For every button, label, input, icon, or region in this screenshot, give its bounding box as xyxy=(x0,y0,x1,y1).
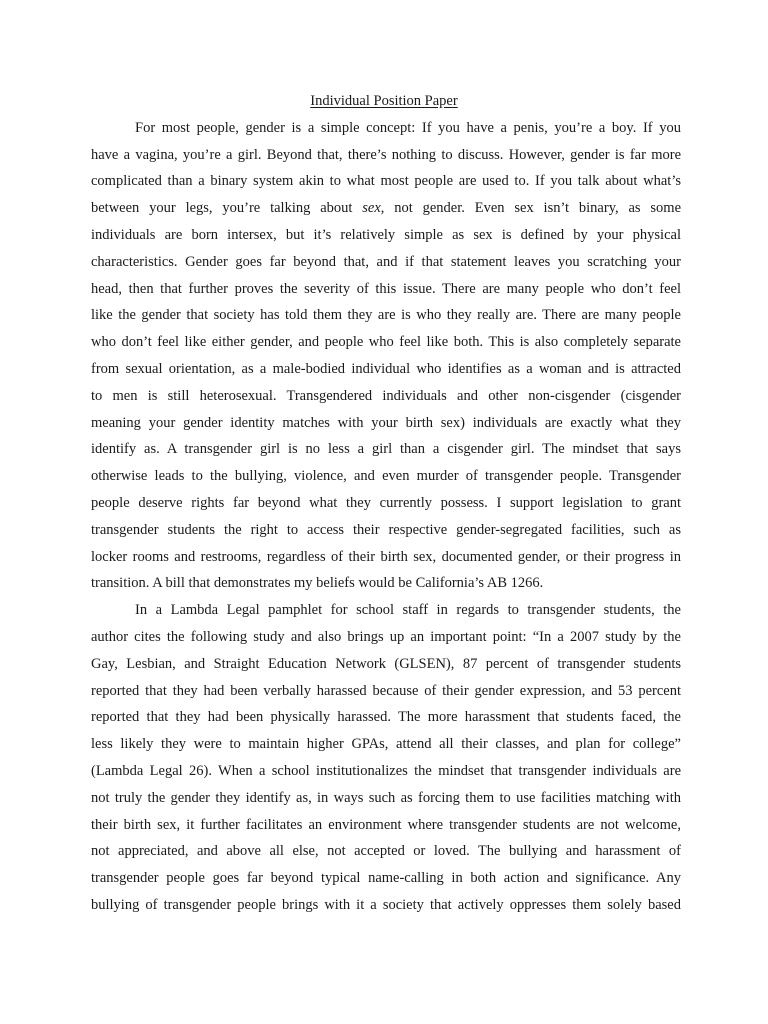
paragraph-1-line-3: complicated than a binary system akin to what most people are used to. If you talk about what’s xyxy=(91,173,681,189)
paragraph-2-line-11: transgender people goes far beyond typical name-calling in both action and significance. Any xyxy=(91,870,681,886)
paragraph-1-line-5: individuals are born intersex, but it’s relatively simple as sex is defined by your physical xyxy=(91,227,681,243)
paragraph-2-line-3: Gay, Lesbian, and Straight Education Network (GLSEN), 87 percent of transgender students xyxy=(91,656,681,672)
paragraph-1-line-4-end: not gender. Even sex isn’t binary, as some xyxy=(384,200,682,216)
paragraph-2-line-2: author cites the following study and also brings up an important point: “In a 2007 study by the xyxy=(91,629,681,645)
paragraph-1-line-13: identify as. A transgender girl is no less a girl than a cisgender girl. The mindset that says xyxy=(91,441,681,457)
paragraph-1-line-1: For most people, gender is a simple concept: If you have a penis, you’re a boy. If you xyxy=(135,120,681,136)
paragraph-1-line-4 xyxy=(91,198,681,218)
paragraph-1-line-16: transgender students the right to access their respective gender-segregated facilities, such as xyxy=(91,522,681,538)
paragraph-1-line-10: from sexual orientation, as a male-bodied individual who identifies as a woman and is attracted xyxy=(91,361,681,377)
paragraph-2-line-12: bullying of transgender people brings with it a society that actively oppresses them solely based xyxy=(91,897,681,913)
paragraph-1-line-8: like the gender that society has told them they are is who they really are. There are many people xyxy=(91,307,681,323)
paragraph-2-line-10: not appreciated, and above all else, not accepted or loved. The bullying and harassment of xyxy=(91,843,681,859)
paragraph-1-line-12: meaning your gender identity matches with your birth sex) individuals are exactly what they xyxy=(91,415,681,431)
paragraph-1-line-18: transition. A bill that demonstrates my beliefs would be California’s AB 1266. xyxy=(91,575,544,591)
paragraph-2-line-7: (Lambda Legal 26). When a school institutionalizes the mindset that transgender individuals are xyxy=(91,763,681,779)
paragraph-1-line-4-start: between your legs, you’re talking about xyxy=(91,200,363,216)
paragraph-1-line-11: to men is still heterosexual. Transgendered individuals and other non-cisgender (cisgender xyxy=(91,388,681,404)
paragraph-1-line-15: people deserve rights far beyond what they currently possess. I support legislation to grant xyxy=(91,495,681,511)
paragraph-1-line-17: locker rooms and restrooms, regardless of their birth sex, documented gender, or their progress in xyxy=(91,549,681,565)
document-title: Individual Position Paper xyxy=(310,93,458,109)
paragraph-2-line-1: In a Lambda Legal pamphlet for school staff in regards to transgender students, the xyxy=(135,602,681,618)
paragraph-1-line-2: have a vagina, you’re a girl. Beyond that, there’s nothing to discuss. However, gender is far more xyxy=(91,147,681,163)
paragraph-1-line-6: characteristics. Gender goes far beyond that, and if that statement leaves you scratching your xyxy=(91,254,681,270)
paragraph-1-line-9: who don’t feel like either gender, and people who feel like both. This is also completely separate xyxy=(91,334,681,350)
paragraph-2-line-8: not truly the gender they identify as, in ways such as forcing them to use facilities matching with xyxy=(91,790,681,806)
paragraph-1-line-14: otherwise leads to the bullying, violence, and even murder of transgender people. Transgender xyxy=(91,468,681,484)
paragraph-1-line-7: head, then that further proves the severity of this issue. There are many people who don’t feel xyxy=(91,281,681,297)
paragraph-2-line-4: reported that they had been verbally harassed because of their gender expression, and 53 percent xyxy=(91,683,681,699)
paragraph-2-line-5: reported that they had been physically harassed. The more harassment that students faced, the xyxy=(91,709,681,725)
paragraph-2-line-9: their birth sex, it further facilitates an environment where transgender students are not welcome, xyxy=(91,817,681,833)
emphasis-sex: sex, xyxy=(362,200,385,216)
paragraph-2-line-6: less likely they were to maintain higher GPAs, attend all their classes, and plan for college” xyxy=(91,736,681,752)
